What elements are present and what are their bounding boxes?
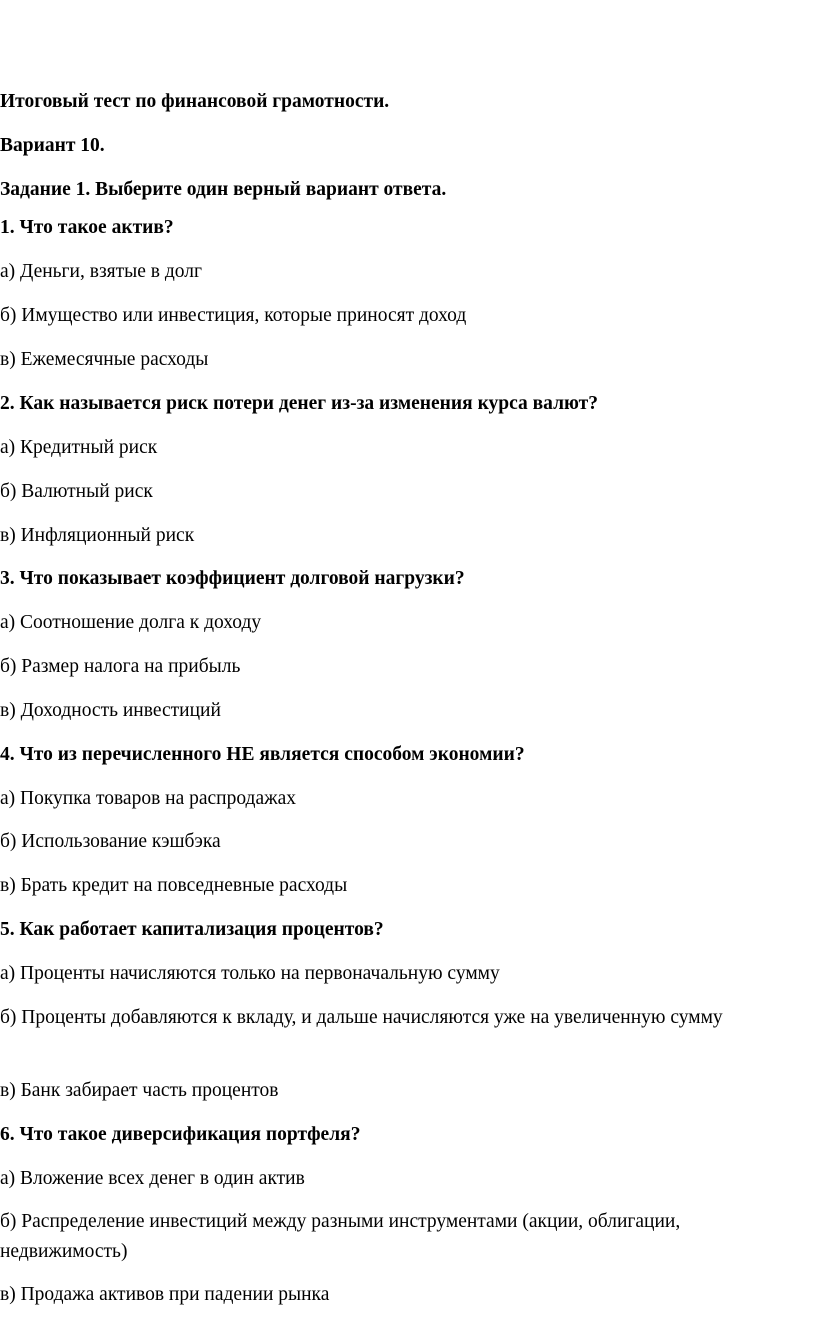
option-1b: б) Имущество или инвестиция, которые приносят доход [0, 305, 467, 326]
variant-label: Вариант 10. [0, 135, 105, 156]
option-1c: в) Ежемесячные расходы [0, 349, 209, 370]
question-6: 6. Что такое диверсификация портфеля? [0, 1124, 361, 1145]
option-3b: б) Размер налога на прибыль [0, 656, 241, 677]
option-4c: в) Брать кредит на повседневные расходы [0, 875, 348, 896]
question-4: 4. Что из перечисленного НЕ является способом экономии? [0, 744, 525, 765]
option-5c: в) Банк забирает часть процентов [0, 1080, 279, 1101]
option-6b: б) Распределение инвестиций между разными инструментами (акции, облигации, недвижимость) [0, 1211, 681, 1262]
question-3: 3. Что показывает коэффициент долговой нагрузки? [0, 568, 465, 589]
option-4a: а) Покупка товаров на распродажах [0, 788, 297, 809]
task-heading: Задание 1. Выберите один верный вариант ответа. [0, 179, 447, 200]
option-1a: а) Деньги, взятые в долг [0, 261, 202, 282]
document-title: Итоговый тест по финансовой грамотности. [0, 91, 390, 112]
option-2b: б) Валютный риск [0, 481, 153, 502]
option-4b: б) Использование кэшбэка [0, 831, 221, 852]
option-2a: а) Кредитный риск [0, 437, 158, 458]
option-2c: в) Инфляционный риск [0, 525, 195, 546]
option-6c: в) Продажа активов при падении рынка [0, 1284, 330, 1305]
option-3c: в) Доходность инвестиций [0, 700, 221, 721]
option-3a: а) Соотношение долга к доходу [0, 612, 262, 633]
question-5: 5. Как работает капитализация процентов? [0, 919, 384, 940]
option-5b: б) Проценты добавляются к вкладу, и дальше начисляются уже на увеличенную сумму [0, 1007, 723, 1028]
option-6a: а) Вложение всех денег в один актив [0, 1168, 305, 1189]
question-2: 2. Как называется риск потери денег из-за изменения курса валют? [0, 393, 599, 414]
option-5a: а) Проценты начисляются только на первоначальную сумму [0, 963, 500, 984]
question-1: 1. Что такое актив? [0, 217, 174, 238]
